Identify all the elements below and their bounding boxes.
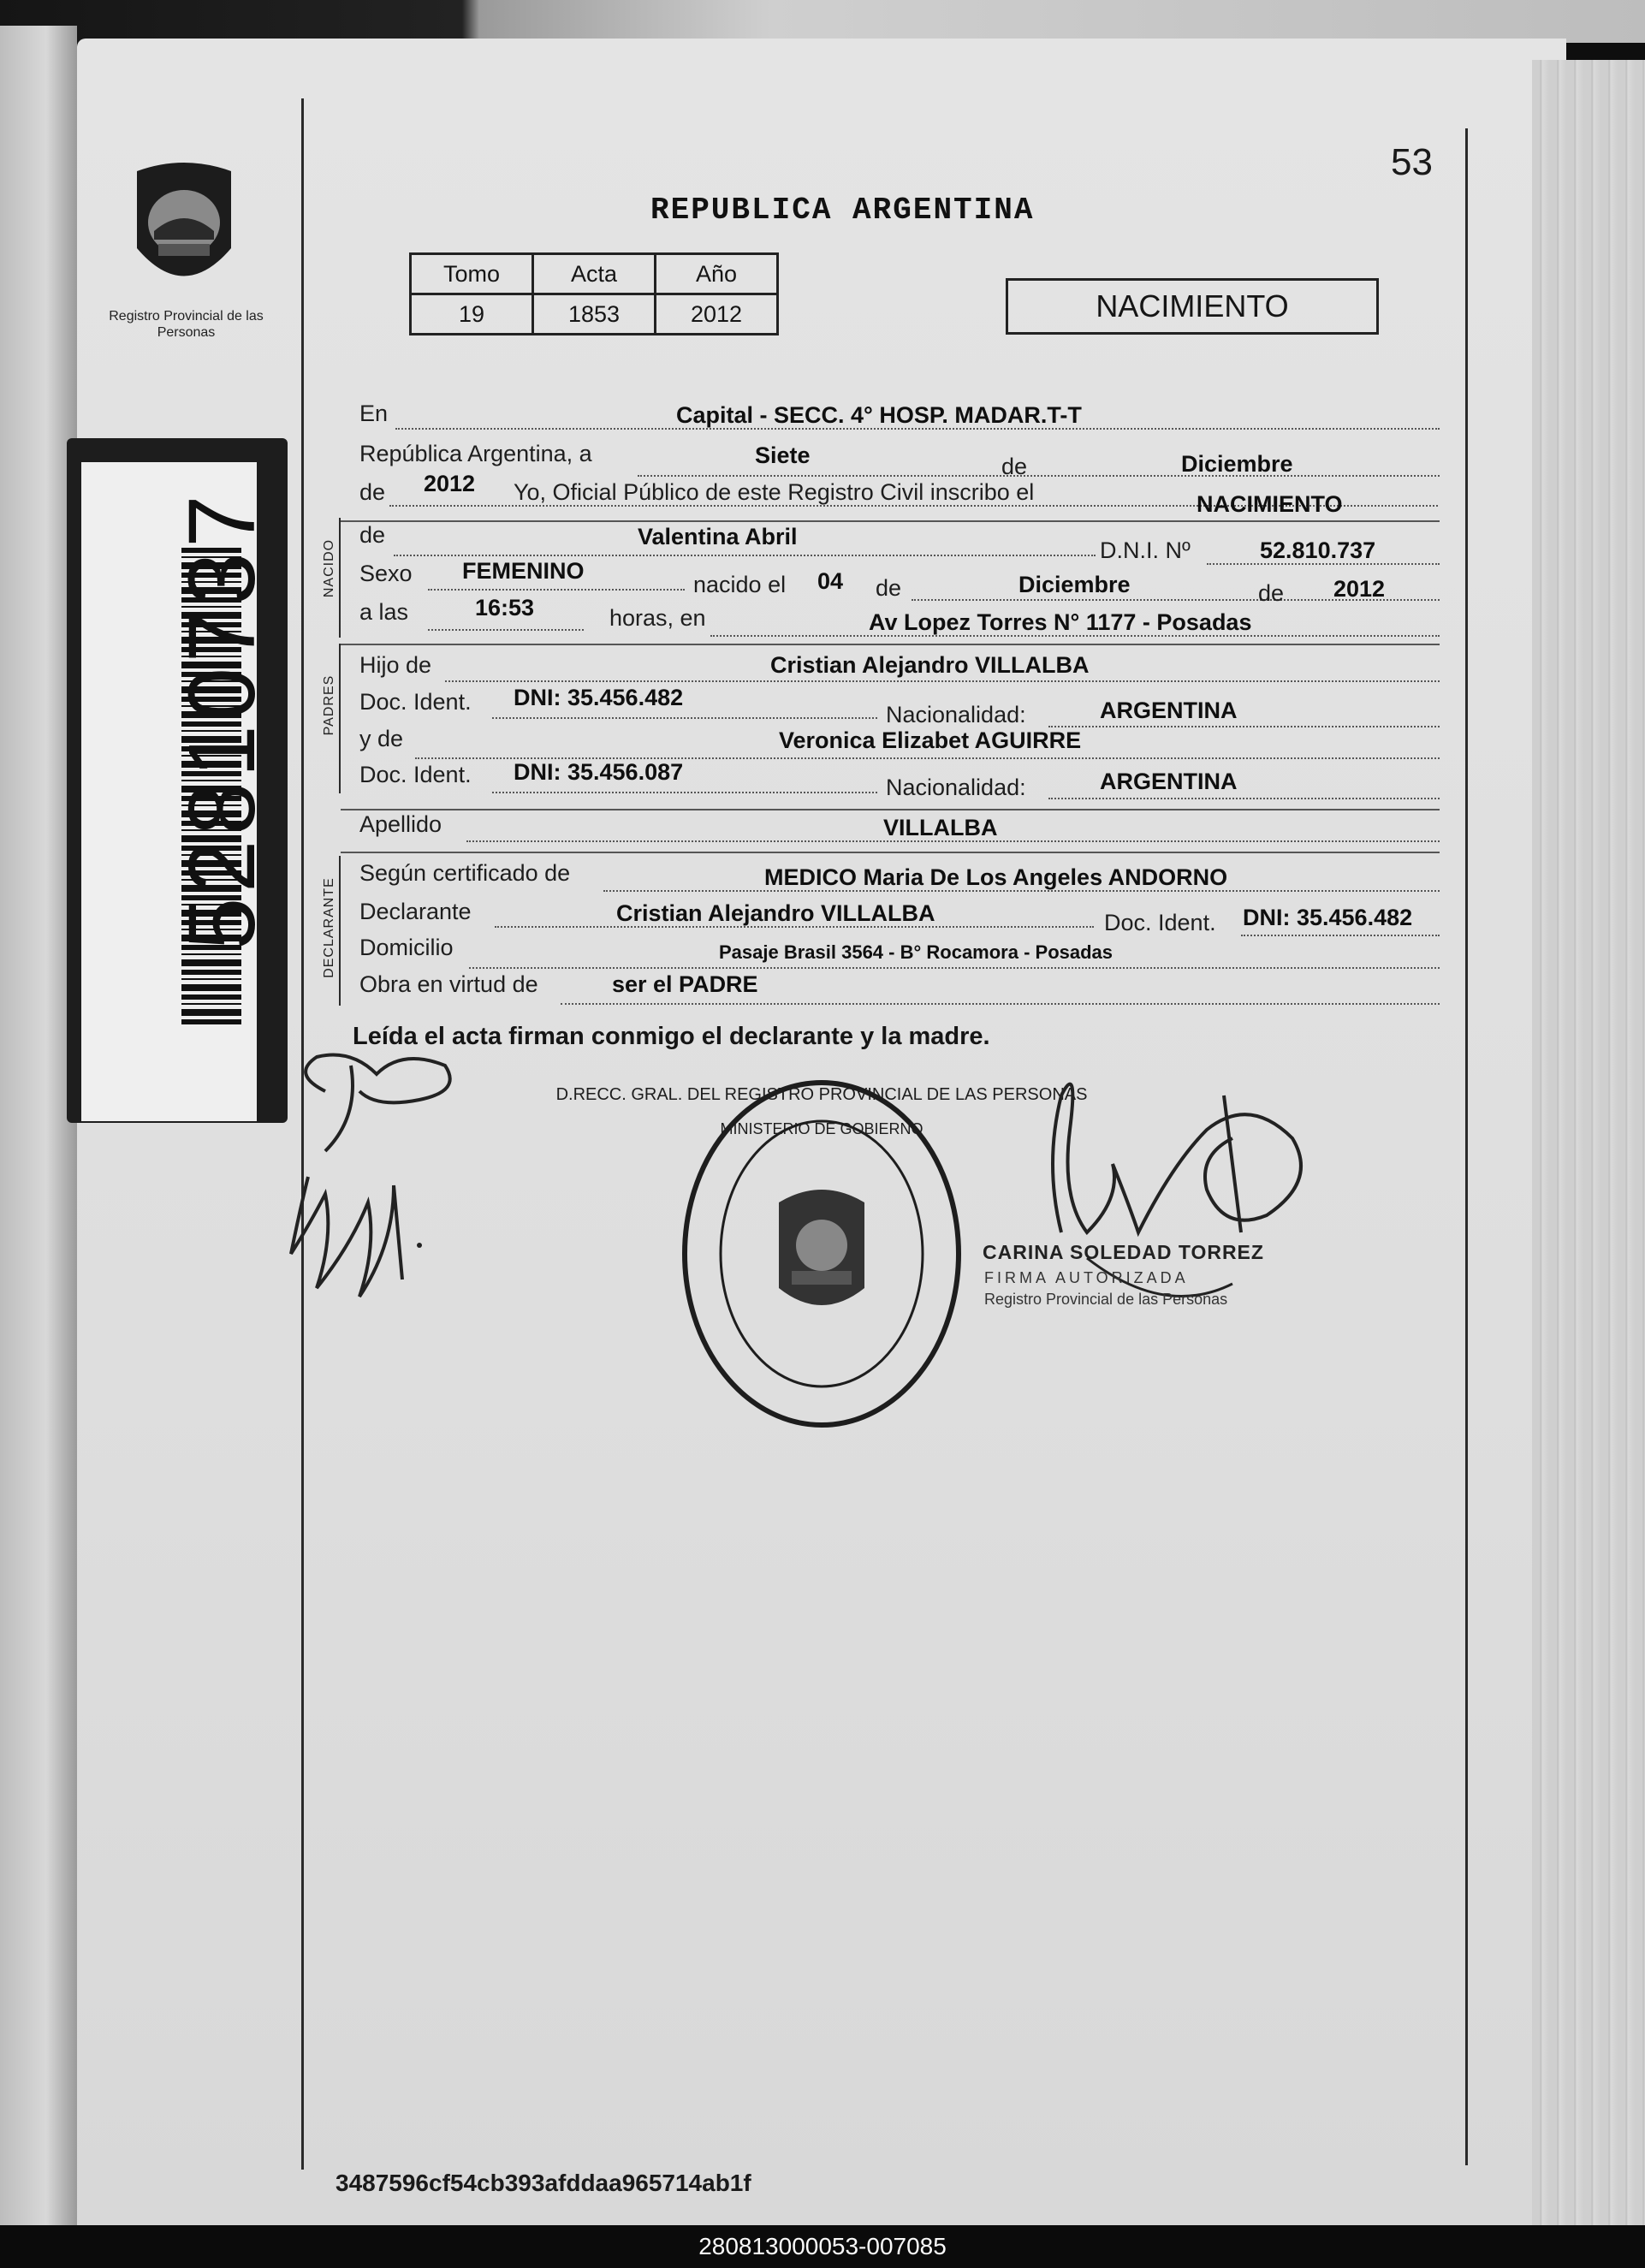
declarante-value: Cristian Alejandro VILLALBA (616, 900, 935, 926)
baby-name: Valentina Abril (638, 524, 798, 549)
declarante-divider (339, 856, 341, 1006)
father-doc-label: Doc. Ident. (359, 689, 472, 715)
dotted-line (638, 475, 1440, 477)
day-value: Siete (755, 442, 811, 468)
father-nationality-label: Nacionalidad: (886, 702, 1026, 727)
registry-value-ano: 2012 (656, 294, 778, 335)
dotted-line (492, 717, 877, 719)
declarante-doc: DNI: 35.456.482 (1243, 905, 1413, 930)
obra-label: Obra en virtud de (359, 971, 538, 997)
nacido-el-label: nacido el (693, 572, 787, 597)
republica-label: República Argentina, a (359, 441, 592, 466)
certificado-value: MEDICO Maria De Los Angeles ANDORNO (764, 864, 1228, 890)
closing-statement: Leída el acta firman conmigo el declarante y la madre. (353, 1023, 990, 1050)
declarante-signature (274, 1040, 496, 1314)
de-label: de (1001, 454, 1028, 479)
mother-nationality-label: Nacionalidad: (886, 775, 1026, 800)
sexo-label: Sexo (359, 561, 413, 586)
a-las-label: a las (359, 599, 409, 625)
footer-id: 280813000053-007085 (0, 2225, 1645, 2268)
registry-value-tomo: 19 (411, 294, 533, 335)
mother-doc: DNI: 35.456.087 (514, 759, 684, 785)
mother-nationality: ARGENTINA (1100, 769, 1238, 794)
padres-divider (339, 644, 341, 793)
officer-registry: Registro Provincial de las Personas (984, 1291, 1228, 1308)
apellido-label: Apellido (359, 811, 442, 837)
right-margin-line (1465, 128, 1468, 2165)
de-label-2: de (359, 479, 386, 505)
logo-caption: Registro Provincial de las Personas (109, 309, 264, 340)
registry-header-acta: Acta (533, 254, 656, 294)
document-title: REPUBLICA ARGENTINA (650, 193, 1035, 228)
section-rule (341, 520, 1440, 522)
year-value: 2012 (424, 471, 476, 496)
inscribo-value: NACIMIENTO (1197, 491, 1343, 517)
stamp-outer-text: D.RECC. GRAL. DEL REGISTRO PROVINCIAL DE LAS PERSONAS (555, 1085, 1088, 1104)
birth-de-label: de (876, 575, 902, 601)
registry-header-tomo: Tomo (411, 254, 533, 294)
page-number: 53 (1391, 141, 1433, 183)
dotted-line (492, 792, 877, 793)
section-rule (341, 644, 1440, 645)
barcode-bars (181, 548, 241, 1027)
dotted-line (469, 967, 1440, 969)
declarante-doc-label: Doc. Ident. (1104, 910, 1216, 935)
baby-dni: 52.810.737 (1260, 537, 1376, 563)
certificado-label: Según certificado de (359, 860, 571, 886)
nacido-section-label: NACIDO (322, 538, 336, 598)
left-page-edge (0, 26, 77, 2225)
stamp-inner-text: MINISTERIO DE GOBIERNO (720, 1120, 923, 1137)
registry-table (409, 252, 779, 335)
birth-day: 04 (817, 568, 844, 594)
inscribo-text: Yo, Oficial Público de este Registro Civil inscribo el (514, 479, 1035, 505)
birth-month: Diciembre (1018, 572, 1131, 597)
nacido-de-label: de (359, 522, 386, 548)
officer-signature (1010, 1061, 1335, 1369)
page-stack-edge (1532, 60, 1645, 2225)
father-nationality: ARGENTINA (1100, 698, 1238, 723)
birth-de-label-3: de (1258, 580, 1285, 606)
officer-name: CARINA SOLEDAD TORREZ (983, 1241, 1264, 1263)
dotted-line (1048, 726, 1440, 727)
section-rule (341, 852, 1440, 853)
nacido-divider (339, 518, 341, 638)
sexo-value: FEMENINO (462, 558, 585, 584)
section-rule (341, 809, 1440, 810)
y-de-label: y de (359, 726, 404, 751)
document-hash: 3487596cf54cb393afddaa965714ab1f (336, 2170, 751, 2196)
registro-provincial-logo (120, 154, 248, 308)
dni-label: D.N.I. Nº (1100, 537, 1191, 563)
birth-place: Av Lopez Torres N° 1177 - Posadas (869, 609, 1252, 635)
top-background (0, 0, 1645, 43)
father-name: Cristian Alejandro VILLALBA (770, 652, 1090, 678)
dotted-line (428, 589, 685, 591)
registry-header-ano: Año (656, 254, 778, 294)
dotted-line (1048, 798, 1440, 799)
father-doc: DNI: 35.456.482 (514, 685, 684, 710)
dotted-line (394, 555, 1096, 556)
birth-year: 2012 (1333, 576, 1386, 602)
month-value: Diciembre (1181, 451, 1293, 477)
registry-value-acta: 1853 (533, 294, 656, 335)
place-value: Capital - SECC. 4° HOSP. MADAR.T-T (676, 402, 1082, 428)
apellido-value: VILLALBA (883, 815, 998, 840)
hijo-de-label: Hijo de (359, 652, 432, 678)
dotted-line (561, 1003, 1440, 1005)
officer-title: FIRMA AUTORIZADA (984, 1269, 1189, 1286)
padres-section-label: PADRES (322, 674, 336, 736)
domicilio-value: Pasaje Brasil 3564 - B° Rocamora - Posadas (719, 941, 1113, 963)
mother-name: Veronica Elizabet AGUIRRE (779, 727, 1082, 753)
act-type-box: NACIMIENTO (1006, 278, 1379, 335)
horas-label: horas, en (609, 605, 706, 631)
domicilio-label: Domicilio (359, 935, 454, 960)
declarante-section-label: DECLARANTE (322, 877, 336, 978)
dotted-line (445, 680, 1440, 682)
obra-value: ser el PADRE (612, 971, 758, 997)
en-label: En (359, 401, 389, 426)
declarante-label: Declarante (359, 899, 472, 924)
mother-doc-label: Doc. Ident. (359, 762, 472, 787)
dotted-line (1241, 935, 1440, 936)
birth-time: 16:53 (475, 595, 535, 620)
dotted-line (428, 629, 584, 631)
